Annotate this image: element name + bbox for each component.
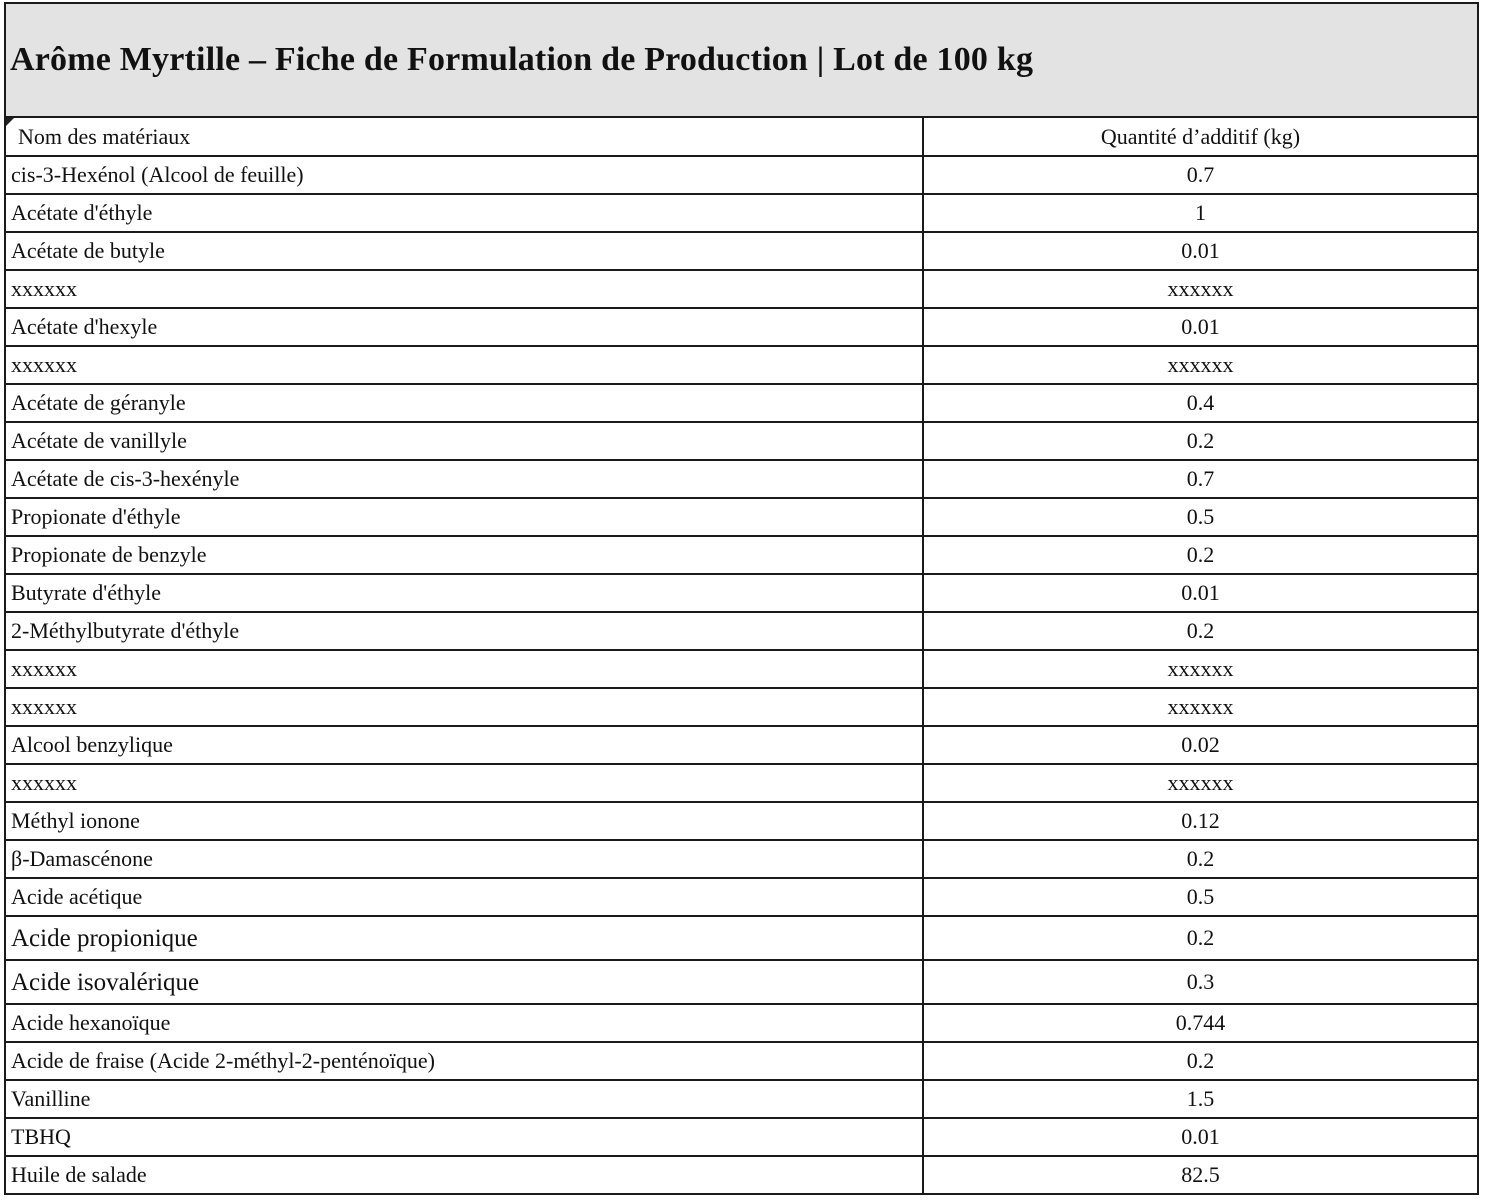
quantity-cell[interactable]: 0.01 [923, 574, 1477, 612]
quantity-cell[interactable]: 0.7 [923, 460, 1477, 498]
quantity-cell[interactable]: 0.2 [923, 1042, 1477, 1080]
quantity-cell[interactable]: xxxxxx [923, 346, 1477, 384]
table-row [6, 308, 1477, 346]
quantity-cell[interactable]: 0.01 [923, 1118, 1477, 1156]
table-row [6, 650, 1477, 688]
table-row [6, 346, 1477, 384]
quantity-cell[interactable]: xxxxxx [923, 764, 1477, 802]
table-row [6, 960, 1477, 1004]
material-name-cell[interactable]: Alcool benzylique [6, 726, 923, 764]
table-row [6, 422, 1477, 460]
table-row [6, 232, 1477, 270]
material-name-cell[interactable]: xxxxxx [6, 650, 923, 688]
table-row [6, 878, 1477, 916]
material-name-cell[interactable]: cis-3-Hexénol (Alcool de feuille) [6, 156, 923, 194]
sheet-title: Arôme Myrtille – Fiche de Formulation de Production | Lot de 100 kg [6, 4, 1477, 118]
table-row [6, 498, 1477, 536]
material-name-cell[interactable]: Vanilline [6, 1080, 923, 1118]
table-row [6, 726, 1477, 764]
quantity-cell[interactable]: xxxxxx [923, 688, 1477, 726]
quantity-cell[interactable]: 1.5 [923, 1080, 1477, 1118]
table-row [6, 156, 1477, 194]
selection-corner-marker [6, 118, 14, 126]
table-row [6, 460, 1477, 498]
table-row [6, 1080, 1477, 1118]
table-row [6, 1156, 1477, 1194]
quantity-cell[interactable]: 82.5 [923, 1156, 1477, 1194]
quantity-cell[interactable]: 0.2 [923, 840, 1477, 878]
material-name-cell[interactable]: Acide acétique [6, 878, 923, 916]
table-row [6, 802, 1477, 840]
material-name-cell[interactable]: β-Damascénone [6, 840, 923, 878]
material-name-cell[interactable]: Acétate de géranyle [6, 384, 923, 422]
quantity-cell[interactable]: 0.12 [923, 802, 1477, 840]
quantity-cell[interactable]: 0.2 [923, 536, 1477, 574]
formulation-sheet [4, 2, 1479, 1195]
quantity-cell[interactable]: 0.02 [923, 726, 1477, 764]
material-name-cell[interactable]: TBHQ [6, 1118, 923, 1156]
material-name-cell[interactable]: xxxxxx [6, 270, 923, 308]
table-row [6, 574, 1477, 612]
table-row [6, 764, 1477, 802]
material-name-cell[interactable]: 2-Méthylbutyrate d'éthyle [6, 612, 923, 650]
table-row [6, 270, 1477, 308]
table-row [6, 688, 1477, 726]
material-name-cell[interactable]: Acétate d'hexyle [6, 308, 923, 346]
quantity-cell[interactable]: 0.01 [923, 308, 1477, 346]
table-row [6, 916, 1477, 960]
quantity-cell[interactable]: 0.3 [923, 960, 1477, 1004]
quantity-cell[interactable]: 0.7 [923, 156, 1477, 194]
material-name-cell[interactable]: Propionate de benzyle [6, 536, 923, 574]
table-row [6, 194, 1477, 232]
material-name-cell[interactable]: Huile de salade [6, 1156, 923, 1194]
material-name-cell[interactable]: Acide hexanoïque [6, 1004, 923, 1042]
table-row [6, 840, 1477, 878]
quantity-cell[interactable]: 0.2 [923, 916, 1477, 960]
quantity-cell[interactable]: 0.2 [923, 612, 1477, 650]
table-row [6, 1042, 1477, 1080]
quantity-cell[interactable]: 0.4 [923, 384, 1477, 422]
material-name-cell[interactable]: Acide propionique [6, 916, 923, 960]
quantity-cell[interactable]: xxxxxx [923, 270, 1477, 308]
material-name-cell[interactable]: Propionate d'éthyle [6, 498, 923, 536]
quantity-cell[interactable]: 0.5 [923, 878, 1477, 916]
table-row [6, 1118, 1477, 1156]
quantity-cell[interactable]: 0.5 [923, 498, 1477, 536]
material-name-cell[interactable]: Butyrate d'éthyle [6, 574, 923, 612]
table-row [6, 536, 1477, 574]
table-row [6, 384, 1477, 422]
header-quantity[interactable]: Quantité d’additif (kg) [923, 118, 1477, 156]
material-name-cell[interactable]: Acétate de cis-3-hexényle [6, 460, 923, 498]
quantity-cell[interactable]: xxxxxx [923, 650, 1477, 688]
quantity-cell[interactable]: 0.2 [923, 422, 1477, 460]
material-name-cell[interactable]: Acétate d'éthyle [6, 194, 923, 232]
material-name-cell[interactable]: Acide de fraise (Acide 2-méthyl-2-penténoïque) [6, 1042, 923, 1080]
header-material-name[interactable] [6, 118, 923, 156]
material-name-cell[interactable]: Acétate de vanillyle [6, 422, 923, 460]
table-row [6, 1004, 1477, 1042]
material-name-cell[interactable]: xxxxxx [6, 688, 923, 726]
header-material-name-label: Nom des matériaux [18, 123, 191, 149]
table-row [6, 612, 1477, 650]
quantity-cell[interactable]: 0.01 [923, 232, 1477, 270]
quantity-cell[interactable]: 1 [923, 194, 1477, 232]
table-header-row [6, 118, 1477, 156]
material-name-cell[interactable]: xxxxxx [6, 764, 923, 802]
material-name-cell[interactable]: Méthyl ionone [6, 802, 923, 840]
quantity-cell[interactable]: 0.744 [923, 1004, 1477, 1042]
material-name-cell[interactable]: Acétate de butyle [6, 232, 923, 270]
material-name-cell[interactable]: Acide isovalérique [6, 960, 923, 1004]
formulation-table [6, 118, 1477, 1195]
material-name-cell[interactable]: xxxxxx [6, 346, 923, 384]
